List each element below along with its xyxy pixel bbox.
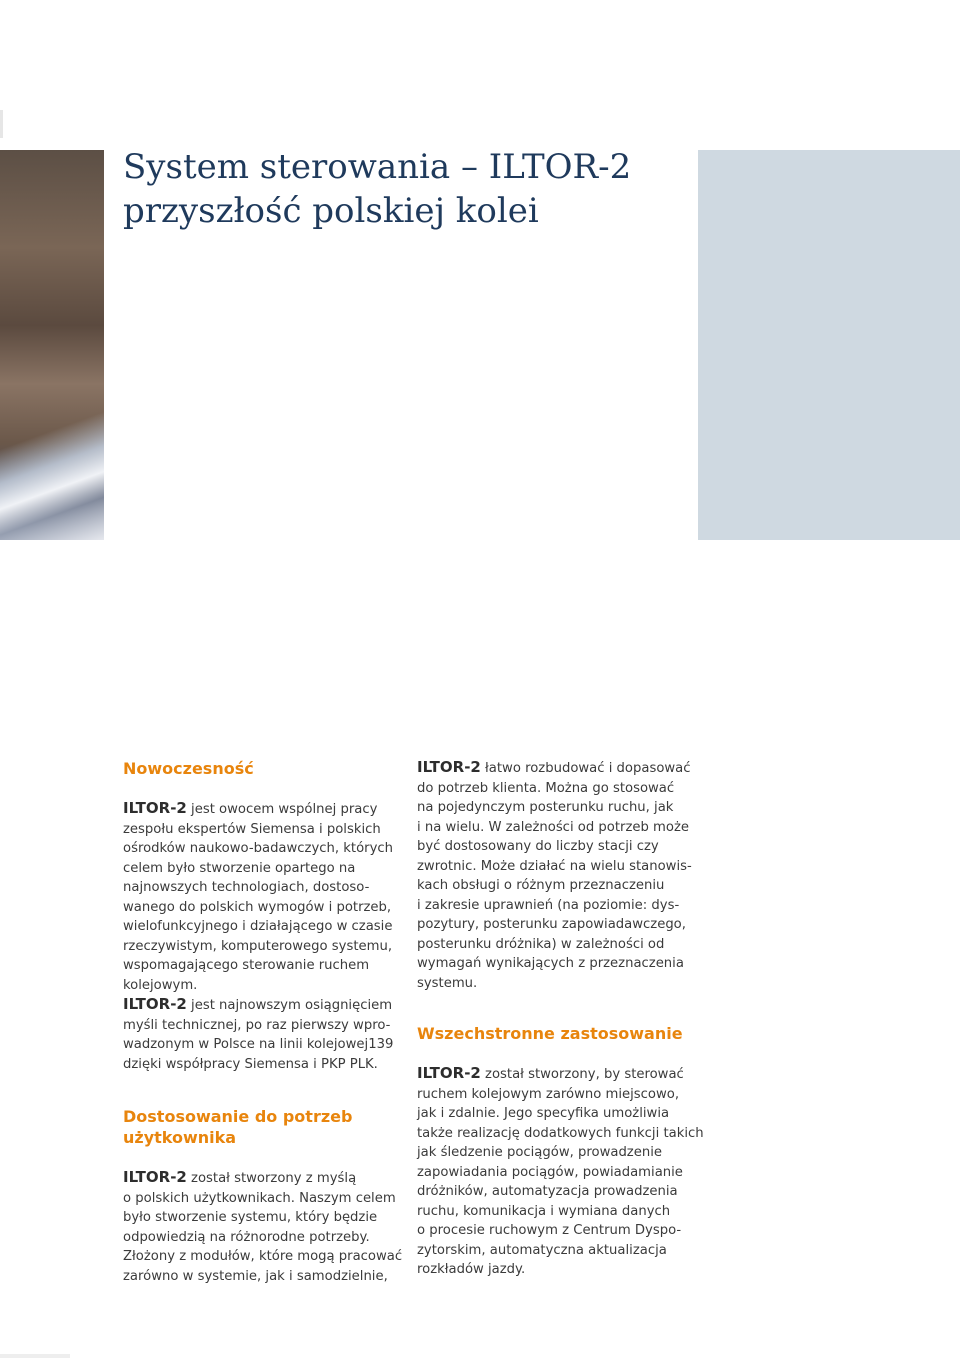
text-line: pozytury, posterunku zapowiadawczego,	[417, 917, 686, 932]
text-line: rzeczywistym, komputerowego systemu,	[123, 938, 393, 954]
text-line: i zakresie uprawnień (na poziomie: dys-	[417, 897, 680, 913]
text-line: posterunku dróżnika) w zależności od	[417, 936, 665, 952]
text-line: zapowiadania pociągów, powiadamianie	[417, 1164, 683, 1180]
bottom-edge-mark	[0, 1354, 70, 1358]
paragraph-achievement: ILTOR-2 jest najnowszym osiągnięciem myśli technicznej, po raz pierwszy wpro- wadzonym w Polsce na linii kolejowej139 dzięki współpracy Siemensa i PKP PLK.	[123, 995, 398, 1074]
photo-strip	[0, 150, 104, 540]
title-line-2: przyszłość polskiej kolei	[123, 191, 539, 231]
text-line: kolejowym.	[123, 977, 198, 993]
text-line: zytorskim, automatyczna aktualizacja	[417, 1242, 667, 1258]
text-line: zarówno w systemie, jak i samodzielnie,	[123, 1268, 388, 1284]
text-line: celem było stworzenie opartego na	[123, 860, 356, 876]
right-column	[417, 758, 704, 1280]
text-line: wanego do polskich wymogów i potrzeb,	[123, 899, 392, 915]
brand-name: ILTOR-2	[123, 1168, 187, 1186]
text-line: zwrotnic. Może działać na wielu stanowis-	[417, 858, 692, 874]
text-line: dróżników, automatyzacja prowadzenia	[417, 1184, 678, 1199]
text-line: ruchu, komunikacja i wymiana danych	[417, 1203, 671, 1219]
paragraph-users: ILTOR-2 został stworzony z myślą o polskich użytkownikach. Naszym celem było stworzenie systemu, który będzie odpowiedzią na różnorodne potrzeby. Złożony z modułów, które mogą pracować zarówno w systemie, jak i samodzielnie,	[123, 1168, 398, 1286]
brand-name: ILTOR-2	[123, 799, 187, 817]
text-line: najnowszych technologiach, dostoso-	[123, 880, 370, 895]
text-line: zespołu ekspertów Siemensa i polskich	[123, 821, 381, 837]
heading-nowoczesnosc: Nowoczesność	[123, 759, 254, 778]
text-line: wspomagającego sterowanie ruchem	[123, 958, 370, 973]
page-title	[123, 145, 683, 233]
text-line: Złożony z modułów, które mogą pracować	[123, 1249, 403, 1264]
text-line: dzięki współpracy Siemensa i PKP PLK.	[123, 1056, 378, 1072]
text-line: wielofunkcyjnego i działającego w czasie	[123, 919, 393, 934]
paragraph-intro: ILTOR-2 jest owocem wspólnej pracy zespołu ekspertów Siemensa i polskich ośrodków naukowo-badawczych, których celem było stworzenie opartego na najnowszych technologiach, dostoso- wanego do polskich wymogów i potrzeb, wielofunkcyjnego i działającego w czasie rzeczywistym, komputerowego systemu, wspomagającego sterowanie ruchem kolejowym.	[123, 799, 398, 995]
text-line: o polskich użytkownikach. Naszym celem	[123, 1190, 396, 1206]
left-column	[123, 758, 403, 1286]
text-line: było stworzenie systemu, który będzie	[123, 1210, 378, 1225]
paragraph-scalability: ILTOR-2 łatwo rozbudować i dopasować do potrzeb klienta. Można go stosować na pojedynczym posterunku ruchu, jak i na wielu. W zależności od potrzeb może być dostosowany do liczby stacji czy zwrotnic. Może działać na wielu stanowis- kach obsługi o różnym przeznaczeniu i zakresie uprawnień (na poziomie: dys- pozytury, posterunku zapowiadawczego, posterunku dróżnika) w zależności od wymagań wynikających z przeznaczenia systemu.	[417, 758, 697, 993]
text-line: myśli technicznej, po raz pierwszy wpro-	[123, 1017, 391, 1033]
text-line: do potrzeb klienta. Można go stosować	[417, 780, 675, 796]
brand-name: ILTOR-2	[123, 995, 187, 1013]
text-line: systemu.	[417, 975, 478, 991]
text-line: kach obsługi o różnym przeznaczeniu	[417, 878, 665, 893]
text-line: ruchem kolejowym zarówno miejscowo,	[417, 1086, 680, 1102]
text-line: wadzonym w Polsce na linii kolejowej139	[123, 1037, 394, 1052]
text-line: być dostosowany do liczby stacji czy	[417, 839, 659, 854]
edge-mark	[0, 110, 3, 138]
gray-panel	[698, 150, 960, 540]
title-line-1: System sterowania – ILTOR-2	[123, 147, 632, 187]
text-line: i na wielu. W zależności od potrzeb może	[417, 819, 690, 835]
text-line: także realizację dodatkowych funkcji takich	[417, 1125, 704, 1141]
paragraph-versatility: ILTOR-2 został stworzony, by sterować ruchem kolejowym zarówno miejscowo, jak i zdalnie. Jego specyfika umożliwia także realizację dodatkowych funkcji takich jak śledzenie pociągów, prowadzenie zapowiadania pociągów, powiadamianie dróżników, automatyzacja prowadzenia ruchu, komunikacja i wymiana danych o procesie ruchowym z Centrum Dyspo- zytorskim, automatyczna aktualizacja rozkładów jazdy.	[417, 1064, 697, 1280]
heading-dostosowanie: Dostosowanie do potrzeb użytkownika	[123, 1107, 353, 1147]
brand-name: ILTOR-2	[417, 1064, 481, 1082]
heading-wszechstronne: Wszechstronne zastosowanie	[417, 1024, 683, 1043]
text-line: ośrodków naukowo-badawczych, których	[123, 841, 393, 856]
text-line: na pojedynczym posterunku ruchu, jak	[417, 800, 674, 815]
text-line: o procesie ruchowym z Centrum Dyspo-	[417, 1223, 682, 1238]
text-line: jak śledzenie pociągów, prowadzenie	[417, 1145, 662, 1160]
text-line: wymagań wynikających z przeznaczenia	[417, 956, 684, 971]
brand-name: ILTOR-2	[417, 758, 481, 776]
text-line: jak i zdalnie. Jego specyfika umożliwia	[417, 1106, 670, 1121]
text-line: rozkładów jazdy.	[417, 1262, 526, 1277]
text-line: odpowiedzią na różnorodne potrzeby.	[123, 1229, 370, 1245]
